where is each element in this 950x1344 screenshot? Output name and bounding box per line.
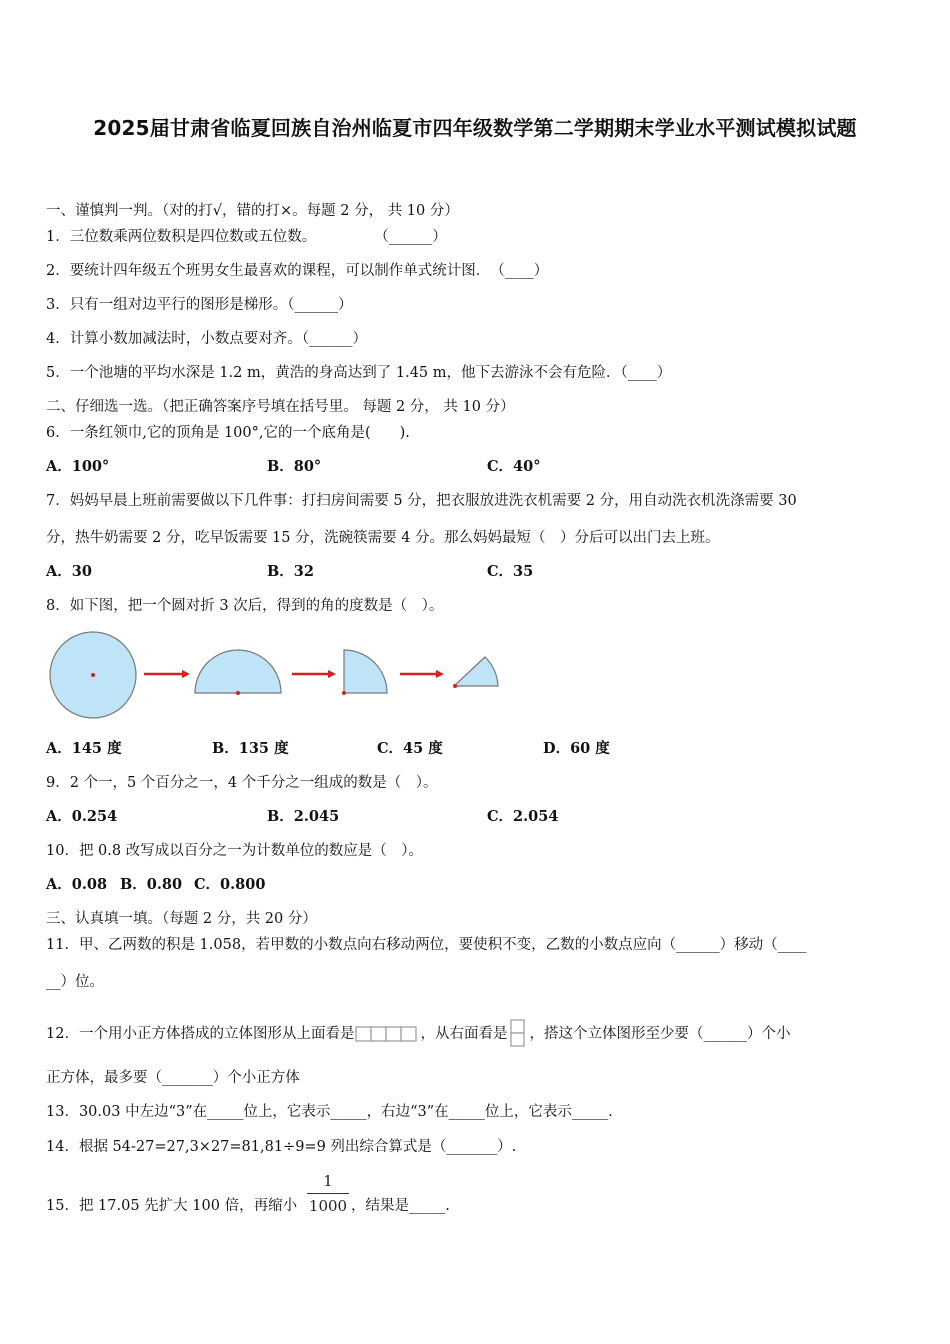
semicircle-icon bbox=[195, 650, 281, 695]
q9-option-a: A．0.254 bbox=[46, 808, 118, 825]
q6-option-a: A．100° bbox=[46, 458, 110, 475]
right-view-icon bbox=[507, 1018, 529, 1050]
fraction-numerator: 1 bbox=[323, 1172, 333, 1190]
question-6: 6．一条红领巾,它的顶角是 100°,它的一个底角是( ). bbox=[46, 425, 410, 441]
question-12-line-2: 正方体，最多要（_______）个小正方体 bbox=[46, 1070, 300, 1086]
q9-option-b: B．2.045 bbox=[267, 808, 340, 825]
question-11-line-1: 11．甲、乙两数的积是 1.058，若甲数的小数点向右移动两位，要使积不变，乙数的小数点应向（______）移动（____ bbox=[46, 937, 807, 953]
question-3: 3．只有一组对边平行的图形是梯形。（______） bbox=[46, 297, 353, 313]
q12-text-part-1: 12．一个用小正方体搭成的立体图形从上面看是 bbox=[46, 1026, 355, 1042]
q12-text-part-2: ，从右面看是 bbox=[420, 1026, 508, 1042]
q7-option-b: B．32 bbox=[267, 563, 314, 580]
question-12-line-1 bbox=[46, 1018, 790, 1050]
q6-option-b: B．80° bbox=[267, 458, 322, 475]
arrow-right-icon bbox=[400, 670, 444, 678]
question-5: 5．一个池塘的平均水深是 1.2 m，黄浩的身高达到了 1.45 m，他下去游泳不会有危险．（____） bbox=[46, 365, 672, 381]
question-15-part-2: ，结果是_____. bbox=[351, 1198, 450, 1214]
q10-option-b: B．0.80 bbox=[120, 876, 183, 893]
question-13: 13．30.03 中左边“3”在_____位上，它表示_____，右边“3”在_____位上，它表示_____. bbox=[46, 1104, 613, 1120]
question-7-line-1: 7．妈妈早晨上班前需要做以下几件事：打扫房间需要 5 分，把衣服放进洗衣机需要 2 分，用自动洗衣机洗涤需要 30 bbox=[46, 493, 797, 509]
question-8: 8．如下图，把一个圆对折 3 次后，得到的角的度数是（ ）。 bbox=[46, 598, 444, 614]
top-view-icon bbox=[354, 1023, 420, 1045]
q7-option-a: A．30 bbox=[46, 563, 92, 580]
section-2-header: 二、仔细选一选。（把正确答案序号填在括号里。 每题 2 分， 共 10 分） bbox=[46, 399, 515, 415]
eighth-circle-icon bbox=[453, 657, 498, 688]
section-3-header: 三、认真填一填。（每题 2 分，共 20 分） bbox=[46, 911, 317, 927]
fraction-denominator: 1000 bbox=[308, 1197, 348, 1215]
q12-text-part-3: ，搭这个立体图形至少要（______）个小 bbox=[529, 1026, 791, 1042]
arrow-right-icon bbox=[292, 670, 336, 678]
question-7-line-2: 分，热牛奶需要 2 分，吃早饭需要 15 分，洗碗筷需要 4 分。那么妈妈最短（ ）分后可以出门去上班。 bbox=[46, 530, 720, 546]
question-14: 14．根据 54-27=27,3×27=81,81÷9=9 列出综合算式是（_______）. bbox=[46, 1139, 517, 1155]
quarter-circle-icon bbox=[342, 650, 387, 695]
q8-option-b: B．135 度 bbox=[212, 740, 289, 757]
question-1: 1．三位数乘两位数积是四位数或五位数。 （______） bbox=[46, 229, 447, 245]
circle-folding-figure bbox=[46, 628, 516, 722]
question-9: 9．2 个一，5 个百分之一，4 个千分之一组成的数是（ ）。 bbox=[46, 775, 438, 791]
question-15-part-1: 15．把 17.05 先扩大 100 倍，再缩小 bbox=[46, 1198, 298, 1214]
arrow-right-icon bbox=[144, 670, 190, 678]
q10-option-c: C．0.800 bbox=[194, 876, 266, 893]
fraction-bar bbox=[307, 1193, 349, 1194]
section-1-header: 一、谨慎判一判。（对的打√，错的打×。每题 2 分， 共 10 分） bbox=[46, 203, 459, 219]
question-4: 4．计算小数加减法时，小数点要对齐。（______） bbox=[46, 331, 367, 347]
q7-option-c: C．35 bbox=[487, 563, 534, 580]
q6-option-c: C．40° bbox=[487, 458, 541, 475]
q8-option-d: D．60 度 bbox=[543, 740, 610, 757]
question-10: 10．把 0.8 改写成以百分之一为计数单位的数应是（ ）。 bbox=[46, 843, 423, 859]
question-11-line-2: __）位。 bbox=[46, 974, 104, 990]
q8-option-a: A．145 度 bbox=[46, 740, 122, 757]
q10-option-a: A．0.08 bbox=[46, 876, 108, 893]
question-2: 2．要统计四年级五个班男女生最喜欢的课程，可以制作单式统计图． （____） bbox=[46, 263, 549, 279]
circle-icon bbox=[50, 632, 136, 718]
q9-option-c: C．2.054 bbox=[487, 808, 559, 825]
page-title: 2025届甘肃省临夏回族自治州临夏市四年级数学第二学期期末学业水平测试模拟试题 bbox=[93, 116, 857, 140]
fraction-one-thousandth bbox=[307, 1172, 349, 1215]
q8-option-c: C．45 度 bbox=[377, 740, 443, 757]
